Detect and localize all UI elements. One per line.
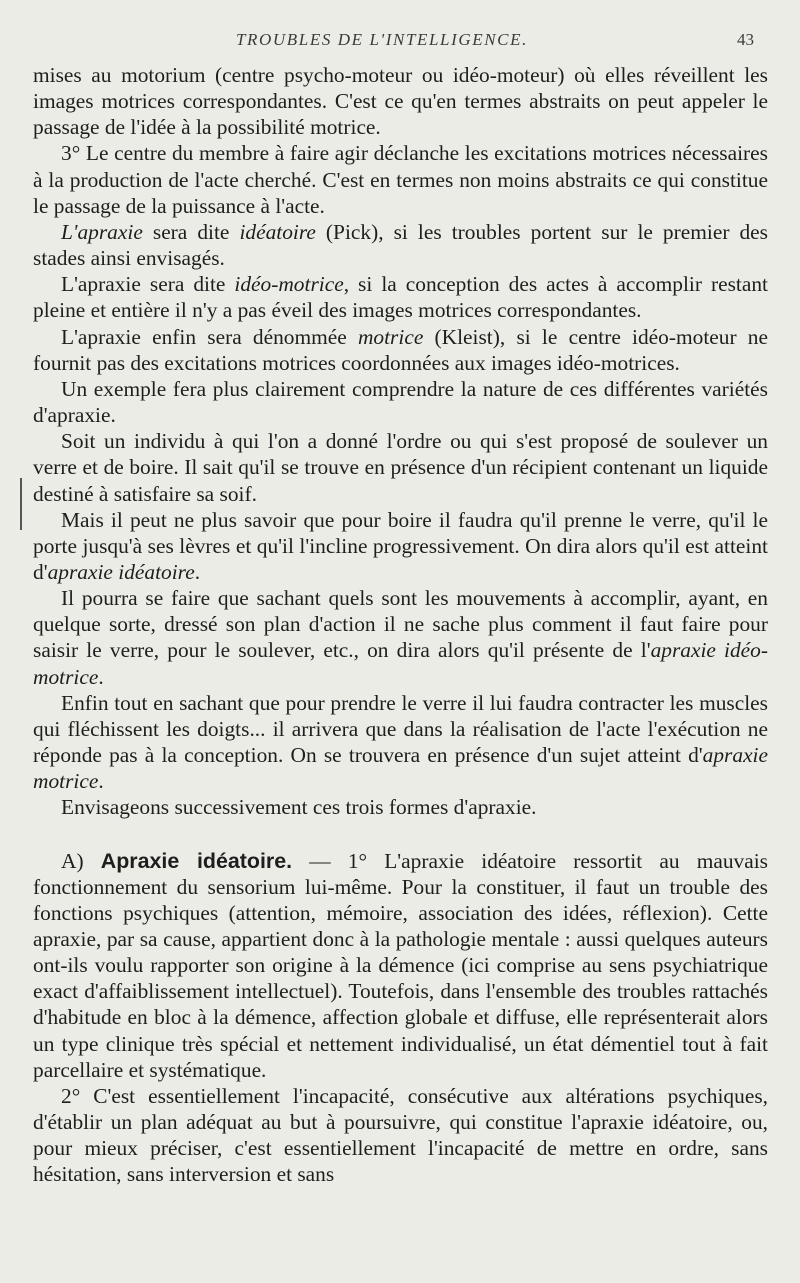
paragraph: 3° Le centre du membre à faire agir déclanche les excitations motrices nécessaires à la production de l'acte cherché. C'est en termes non moins abstraits ce qui constitue le passage de la puissance à l'acte.: [33, 141, 768, 218]
italic-term: apraxie motrice: [33, 743, 768, 794]
section-paragraph: A) Apraxie idéatoire. — 1° L'apraxie idéatoire ressortit au mauvais fonctionnement du sensorium lui-même. Pour la constituer, il faut un trouble des fonctions psychiques (attention, mémoire, association des idées, réflexion). Cette apraxie, par sa cause, appartient donc à la pathologie mentale : aussi quelques auteurs ont-ils voulu rapporter son origine à la démence (ici comprise au sens psychiatrique exact d'affaiblissement intellectuel). Toutefois, dans l'ensemble des troubles rattachés d'habitude en bloc à la démence, affection globale et diffuse, elle représenterait alors un type clinique très spécial et nettement individualisé, un état démentiel tout à fait parcellaire et systématique.: [33, 848, 769, 1082]
italic-term: idéo-motrice: [234, 272, 344, 297]
running-title: TROUBLES DE L'INTELLIGENCE.: [236, 30, 528, 49]
paragraph: 2° C'est essentiellement l'incapacité, consécutive aux altérations psychiques, d'établir un plan adéquat au but à poursuivre, qui constitue l'apraxie idéatoire, ou, pour mieux préciser, c'est essentiellement l'incapacité de mettre en ordre, sans hésitation, sans interversion et sans: [33, 1083, 768, 1187]
italic-term: apraxie idéo-motrice: [33, 638, 768, 689]
section-heading: Apraxie idéatoire.: [100, 848, 293, 873]
paragraph: Un exemple fera plus clairement comprendre la nature de ces différentes variétés d'apraxie.: [33, 376, 768, 428]
paragraph: L'apraxie sera dite idéo-motrice, si la conception des actes à accomplir restant pleine et entière il n'y a pas éveil des images motrices correspondantes.: [33, 272, 768, 323]
paragraph: Il pourra se faire que sachant quels sont les mouvements à accomplir, ayant, en quelque sorte, dressé son plan d'action il ne sache plus comment il faut faire pour saisir le verre, pour le soulever, etc., on dira alors qu'il présente de l'apraxie idéo-motrice.: [33, 586, 768, 689]
section-gap: [33, 821, 768, 848]
italic-term: idéatoire: [239, 219, 316, 244]
paragraph: mises au motorium (centre psycho-moteur ou idéo-moteur) où elles réveillent les images motrices correspondantes. C'est ce qu'en termes abstraits on peut appeler le passage de l'idée à la possibilité motrice.: [33, 63, 768, 140]
italic-term: motrice: [357, 324, 424, 349]
paragraph: Enfin tout en sachant que pour prendre le verre il lui faudra contracter les muscles qui fléchissent les doigts... il arrivera que dans la réalisation de l'acte l'exécution ne réponde pas à la conception. On se trouvera en présence d'un sujet atteint d'apraxie motrice.: [33, 690, 768, 794]
paragraph: L'apraxie sera dite idéatoire (Pick), si les troubles portent sur le premier des stades ainsi envisagés.: [33, 219, 768, 271]
italic-term: apraxie idéatoire: [47, 559, 195, 584]
paragraph: L'apraxie enfin sera dénommée motrice (Kleist), si le centre idéo-moteur ne fournit pas des excitations motrices coordonnées aux images idéo-motrices.: [33, 324, 768, 375]
paragraph: Mais il peut ne plus savoir que pour boire il faudra qu'il prenne le verre, qu'il le porte jusqu'à ses lèvres et qu'il l'incline progressivement. On dira alors qu'il est atteint d'apraxie idéatoire.: [33, 507, 768, 584]
body-text: [33, 62, 768, 1188]
paragraph: Soit un individu à qui l'on a donné l'ordre ou qui s'est proposé de soulever un verre et de boire. Il sait qu'il se trouve en présence d'un récipient contenant un liquide destiné à satisfaire sa soif.: [33, 429, 768, 506]
page-number: 43: [737, 30, 754, 49]
page-header: [0, 30, 800, 52]
margin-mark: [20, 478, 22, 530]
paragraph: Envisageons successivement ces trois formes d'apraxie.: [61, 795, 537, 820]
italic-term: L'apraxie: [61, 219, 143, 244]
